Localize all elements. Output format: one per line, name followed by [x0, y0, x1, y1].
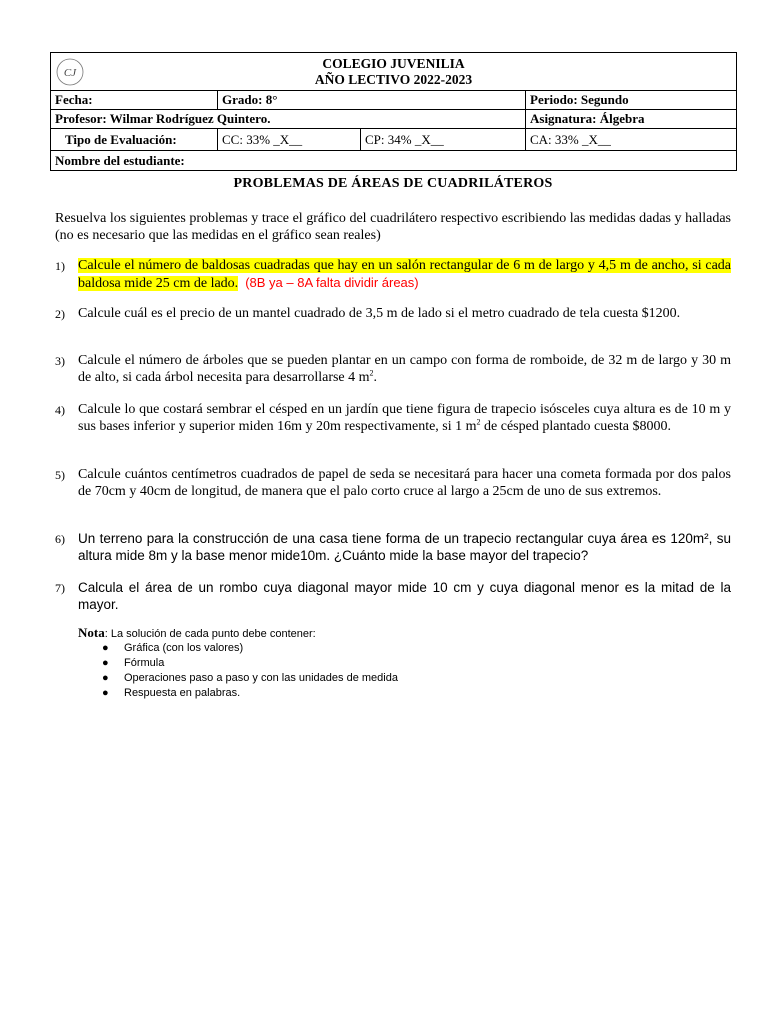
problem-text: Calcule lo que costará sembrar el césped en un jardín que tiene figura de trapecio isósceles cuya altura es de 10 m y sus bases inferior y superior miden 16m y 20m respectivamente, si 1 m	[78, 402, 731, 434]
asignatura-label: Asignatura: Álgebra	[526, 110, 737, 129]
problem-text-highlighted: Calcule el número de baldosas cuadradas que hay en un salón rectangular de 6 m de largo y 4,5 m de ancho, si cada baldosa mide 25 cm de lado.	[78, 258, 731, 291]
note-list	[78, 642, 398, 702]
superscript: 2	[369, 368, 374, 378]
ca-label: CA: 33% _X__	[526, 129, 737, 151]
school-logo-icon	[55, 57, 85, 87]
problem-2	[55, 305, 731, 322]
bullet-icon: ●	[102, 687, 109, 699]
school-header-cell	[51, 53, 737, 91]
fecha-label: Fecha:	[51, 91, 218, 110]
problem-number: 5)	[55, 468, 65, 482]
problem-4: 4) Calcule lo que costará sembrar el césped en un jardín que tiene figura de trapecio isósceles cuya altura es de 10 m y sus bases inferior y superior miden 16m y 20m respectivamente, si 1 $m^2$ de césped plantado cuesta $8000.	[55, 402, 731, 434]
problem-1	[55, 257, 731, 292]
profesor-label: Profesor: Wilmar Rodríguez Quintero.	[51, 110, 526, 129]
tipo-evaluacion-label: Tipo de Evaluación:	[51, 129, 218, 151]
bullet-icon: ●	[102, 657, 109, 669]
note-label: Nota	[78, 625, 105, 640]
list-item: ● Fórmula	[102, 657, 165, 669]
note-intro: : La solución de cada punto debe contener:	[104, 628, 316, 640]
problem-text: Un terreno para la construcción de una casa tiene forma de un trapecio rectangular cuya área es 120m², su altura mide 8m y la base menor mide10m. ¿Cuánto mide la base mayor del trapecio?	[78, 531, 731, 563]
problem-text: Calcule el número de árboles que se pueden plantar en un campo con forma de romboide, de 32 m de largo y 30 m de alto, si cada árbol necesita para desarrollarse 4 m	[78, 353, 731, 385]
problem-3: 3) Calcule el número de árboles que se pueden plantar en un campo con forma de romboide, de 32 m de largo y 30 m de alto, si cada árbol necesita para desarrollarse 4 $m^2$.	[55, 353, 731, 385]
list-item: ● Gráfica (con los valores)	[102, 642, 244, 654]
list-item: ● Respuesta en palabras.	[102, 687, 241, 699]
problem-6	[55, 530, 731, 564]
cp-label: CP: 34% _X__	[361, 129, 526, 151]
problem-7	[55, 579, 731, 613]
problem-number: 1)	[55, 259, 65, 273]
problem-number: 4)	[55, 403, 65, 417]
problem-number: 6)	[55, 532, 65, 546]
problem-text: Calcule cuántos centímetros cuadrados de papel de seda se necesitará para hacer una cometa formada por dos palos de 70cm y 40cm de longitud, de manera que el palo corto cruce al largo a 25cm de uno de sus extremos.	[78, 467, 731, 499]
estudiante-label: Nombre del estudiante:	[51, 151, 737, 171]
logo-initials: CJ	[63, 67, 77, 79]
note-section	[78, 626, 398, 702]
header-table	[50, 52, 737, 171]
problem-number: 2)	[55, 307, 65, 321]
bullet-icon: ●	[102, 642, 109, 654]
school-name: COLEGIO JUVENILIA	[322, 55, 465, 71]
grado-label: Grado: 8°	[218, 91, 526, 110]
bullet-icon: ●	[102, 672, 109, 684]
problem-5	[55, 466, 731, 500]
superscript: 2	[476, 417, 481, 427]
problem-number: 3)	[55, 354, 65, 368]
cc-label: CC: 33% _X__	[218, 129, 361, 151]
problem-text: Calcule cuál es el precio de un mantel cuadrado de 3,5 m de lado si el metro cuadrado de tela cuesta $1200.	[78, 306, 681, 321]
problem-number: 7)	[55, 581, 65, 595]
problem-annotation: (8B ya – 8A falta dividir áreas)	[245, 275, 419, 290]
instructions-paragraph: Resuelva los siguientes problemas y trace el gráfico del cuadrilátero respectivo escribiendo las medidas dadas y halladas (no es necesario que las medidas en el gráfico sean reales)	[55, 211, 731, 243]
school-year: AÑO LECTIVO 2022-2023	[314, 71, 473, 87]
page-title: PROBLEMAS DE ÁREAS DE CUADRILÁTEROS	[233, 176, 553, 191]
problem-text: Calcula el área de un rombo cuya diagonal mayor mide 10 cm y cuya diagonal menor es la mitad de la mayor.	[78, 580, 731, 612]
list-item: ● Operaciones paso a paso y con las unidades de medida	[102, 672, 398, 684]
periodo-label: Periodo: Segundo	[526, 91, 737, 110]
